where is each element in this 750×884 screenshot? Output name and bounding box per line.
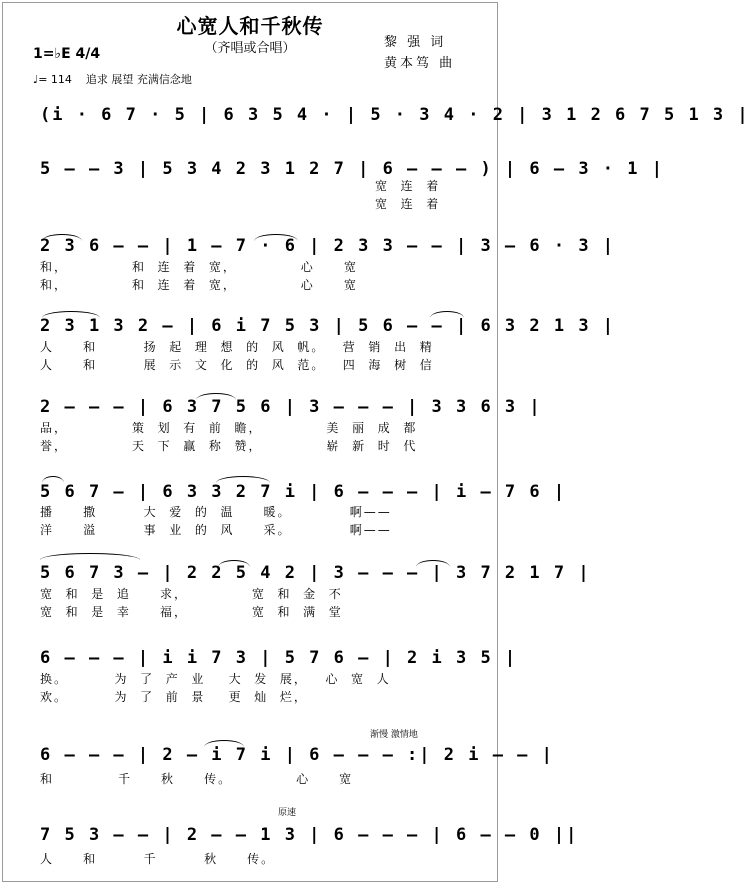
lyric-line: 和 千 秋 传。 心 宽 bbox=[40, 772, 354, 786]
slur-mark bbox=[196, 393, 236, 400]
slur-mark bbox=[42, 234, 82, 241]
lyric-line: 宽 和 是 追 求， 宽 和 金 不 bbox=[40, 587, 343, 601]
notation-line: 6 – – – | 2 – i 7 i | 6 – – – :| 2 i – – | bbox=[40, 745, 554, 765]
slur-mark bbox=[40, 553, 140, 560]
notation-line: 2 3 6 – – | 1 – 7 · 6 | 2 3 3 – – | 3 – 6 · 3 | bbox=[40, 236, 616, 256]
lyric-line: 誉， 天 下 赢 称 赞， 崭 新 时 代 bbox=[40, 439, 418, 453]
lyricist-credit: 黎 强 词 bbox=[384, 35, 447, 50]
composer-credit: 黄本笃 曲 bbox=[384, 56, 456, 71]
lyric-line: 换。 为 了 产 业 大 发 展， 心 宽 人 bbox=[40, 672, 391, 686]
notation-line: 5 – – 3 | 5 3 4 2 3 1 2 7 | 6 – – – ) | 6 – 3 · 1 | bbox=[40, 159, 664, 179]
lyric-line: 人 和 展 示 文 化 的 风 范。 四 海 树 信 bbox=[40, 358, 434, 372]
key-signature: 1=♭E 4/4 bbox=[33, 46, 101, 62]
lyric-line: 欢。 为 了 前 景 更 灿 烂， bbox=[40, 690, 308, 704]
lyric-line: 人 和 扬 起 理 想 的 风 帆。 营 销 出 精 bbox=[40, 340, 434, 354]
song-title: 心宽人和千秋传 bbox=[176, 14, 324, 38]
lyric-line: 播 撒 大 爱 的 温 暖。 啊—— bbox=[40, 505, 392, 519]
tempo-value: ♩= 114 bbox=[33, 73, 72, 86]
lyric-line: 品， 策 划 有 前 瞻， 美 丽 成 都 bbox=[40, 421, 418, 435]
slur-mark bbox=[430, 311, 464, 318]
notation-line: (i · 6 7 · 5 | 6 3 5 4 · | 5 · 3 4 · 2 | 3 1 2 6 7 5 1 3 | bbox=[40, 105, 750, 125]
song-subtitle: （齐唱或合唱） bbox=[204, 41, 296, 56]
notation-line: 5 6 7 – | 6 3 3 2 7 i | 6 – – – | i – 7 6 | bbox=[40, 482, 567, 502]
slur-mark bbox=[254, 234, 298, 241]
tempo-marking bbox=[33, 71, 192, 87]
notation-line: 2 – – – | 6 3 7 5 6 | 3 – – – | 3 3 6 3 | bbox=[40, 397, 542, 417]
lyric-line: 宽 和 是 幸 福， 宽 和 满 堂 bbox=[40, 605, 343, 619]
slur-mark bbox=[218, 560, 250, 567]
notation-line: 2 3 1 3 2 – | 6 i 7 5 3 | 5 6 – – | 6 3 2 1 3 | bbox=[40, 316, 616, 336]
tempo-change-marking: 渐慢 激情地 bbox=[370, 730, 418, 740]
notation-line: 6 – – – | i i 7 3 | 5 7 6 – | 2 i 3 5 | bbox=[40, 648, 518, 668]
lyric-line: 和， 和 连 着 宽， 心 宽 bbox=[40, 278, 358, 292]
notation-line: 5 6 7 3 – | 2 2 5 4 2 | 3 – – – | 3 7 2 1 7 | bbox=[40, 563, 591, 583]
lyric-line: 人 和 千 秋 传。 bbox=[40, 852, 276, 866]
lyric-line: 洋 溢 事 业 的 风 采。 啊—— bbox=[40, 523, 392, 537]
slur-mark bbox=[416, 560, 450, 567]
slur-mark bbox=[204, 740, 244, 747]
slur-mark bbox=[216, 476, 270, 483]
lyric-line: 宽 连 着 bbox=[375, 197, 441, 211]
expression-marking: 追求 展望 充满信念地 bbox=[85, 73, 192, 86]
lyric-line: 宽 连 着 bbox=[375, 179, 441, 193]
tempo-change-marking: 原速 bbox=[278, 808, 297, 818]
lyric-line: 和， 和 连 着 宽， 心 宽 bbox=[40, 260, 358, 274]
slur-mark bbox=[42, 311, 100, 318]
slur-mark bbox=[42, 476, 64, 483]
notation-line: 7 5 3 – – | 2 – – 1 3 | 6 – – – | 6 – – 0 || bbox=[40, 825, 579, 845]
